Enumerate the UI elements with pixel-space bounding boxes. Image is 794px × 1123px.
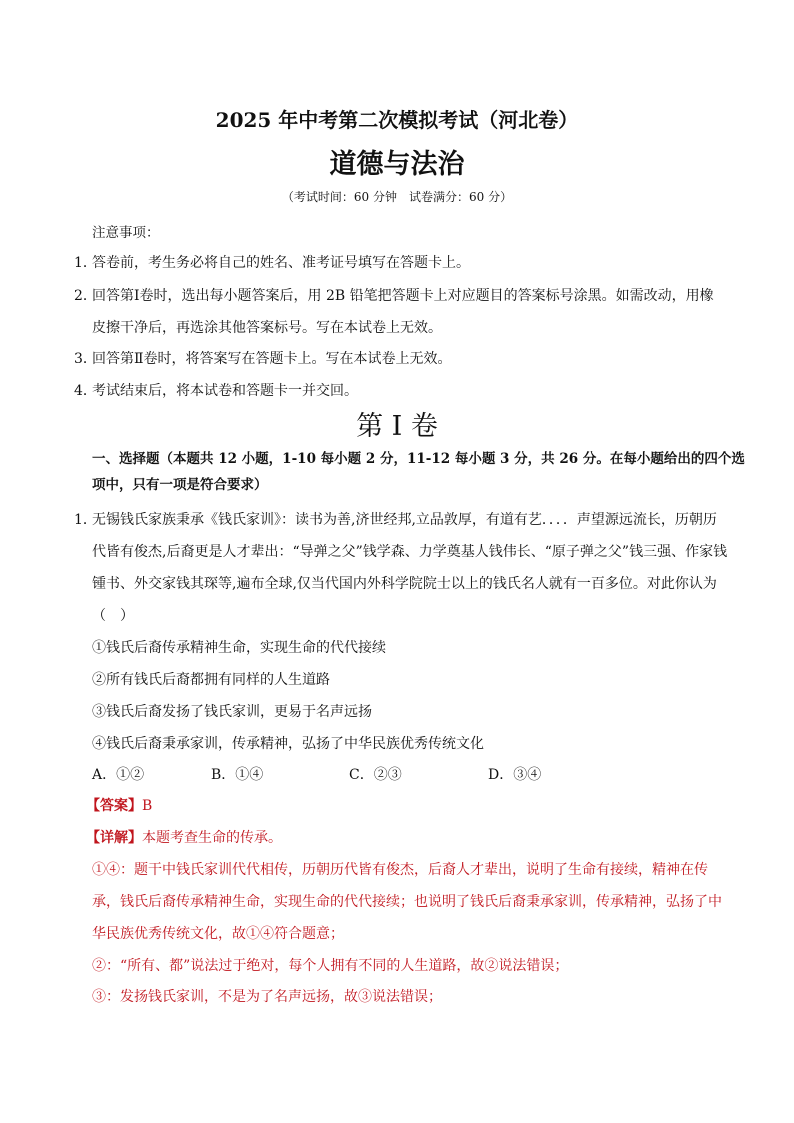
subject-title: 道德与法治: [329, 149, 465, 180]
choice-b: B．①④: [211, 767, 264, 783]
detail-line: [86, 827, 282, 847]
question-stem-line: （ ）: [92, 608, 134, 624]
section-instruction: 一、选择题（本题共 12 小题，1-10 每小题 2 分，11-12 每小题 3 分，共 26 分。在每小题给出的四个选: [92, 451, 745, 467]
question-stem-line: 无锡钱氏家族秉承《钱氏家训》：读书为善,济世经邦,立品敦厚，有道有艺．．．．声望源远流长，历朝历: [92, 512, 717, 528]
notes-heading: 注意事项：: [92, 225, 160, 241]
detail-label: 【详解】: [86, 830, 142, 846]
question-stem-line: 代皆有俊杰,后裔更是人才辈出：“导弹之父”钱学森、力学奠基人钱伟长、“原子弹之父”钱三强、作家钱: [92, 544, 728, 560]
note-number: 4．: [74, 383, 97, 399]
detail-intro: 本题考查生命的传承。: [142, 830, 282, 846]
exam-info: （考试时间：60 分钟 试卷满分：60 分）: [281, 190, 513, 204]
section-title: 第 I 卷: [356, 411, 438, 442]
section-instruction: 项中，只有一项是符合要求）: [92, 477, 268, 493]
note-line: 皮擦干净后，再选涂其他答案标号。写在本试卷上无效。: [92, 320, 442, 336]
answer-label: 【答案】: [86, 798, 142, 814]
explanation-line: ③：发扬钱氏家训，不是为了名声远扬，故③说法错误；: [92, 989, 442, 1005]
note-line: 回答第Ⅱ卷时，将答案写在答题卡上。写在本试卷上无效。: [92, 351, 452, 367]
note-number: 3．: [74, 351, 97, 367]
explanation-line: 承，钱氏后裔传承精神生命，实现生命的代代接续；也说明了钱氏后裔秉承家训，传承精神，弘扬了中: [92, 894, 722, 910]
note-line: 回答第Ⅰ卷时，选出每小题答案后，用 2B 铅笔把答题卡上对应题目的答案标号涂黑。如需改动，用橡: [92, 288, 714, 304]
note-number: 1．: [74, 255, 97, 271]
note-line: 考试结束后，将本试卷和答题卡一并交回。: [92, 383, 358, 399]
question-stem-line: 锺书、外交家钱其琛等,遍布全球,仅当代国内外科学院院士以上的钱氏名人就有一百多位。对此你认为: [92, 576, 717, 592]
question-number: 1．: [74, 512, 97, 528]
explanation-line: ①④：题干中钱氏家训代代相传，历朝历代皆有俊杰，后裔人才辈出，说明了生命有接续，精神在传: [92, 862, 708, 878]
note-number: 2．: [74, 288, 97, 304]
choice-a: A．①②: [92, 767, 145, 783]
explanation-line: ②：“所有、都”说法过于绝对，每个人拥有不同的人生道路，故②说法错误；: [92, 958, 569, 974]
answer-value: B: [142, 798, 153, 814]
question-option: ②所有钱氏后裔都拥有同样的人生道路: [92, 672, 330, 688]
choice-c: C．②③: [349, 767, 402, 783]
note-line: 答卷前，考生务必将自己的姓名、准考证号填写在答题卡上。: [92, 255, 470, 271]
question-option: ①钱氏后裔传承精神生命，实现生命的代代接续: [92, 640, 386, 656]
question-option: ③钱氏后裔发扬了钱氏家训，更易于名声远扬: [92, 704, 372, 720]
exam-title: 2025 年中考第二次模拟考试（河北卷）: [215, 108, 579, 132]
answer-line: [86, 795, 152, 815]
choice-d: D．③④: [488, 767, 542, 783]
explanation-line: 华民族优秀传统文化，故①④符合题意；: [92, 926, 344, 942]
question-option: ④钱氏后裔秉承家训，传承精神，弘扬了中华民族优秀传统文化: [92, 736, 484, 752]
